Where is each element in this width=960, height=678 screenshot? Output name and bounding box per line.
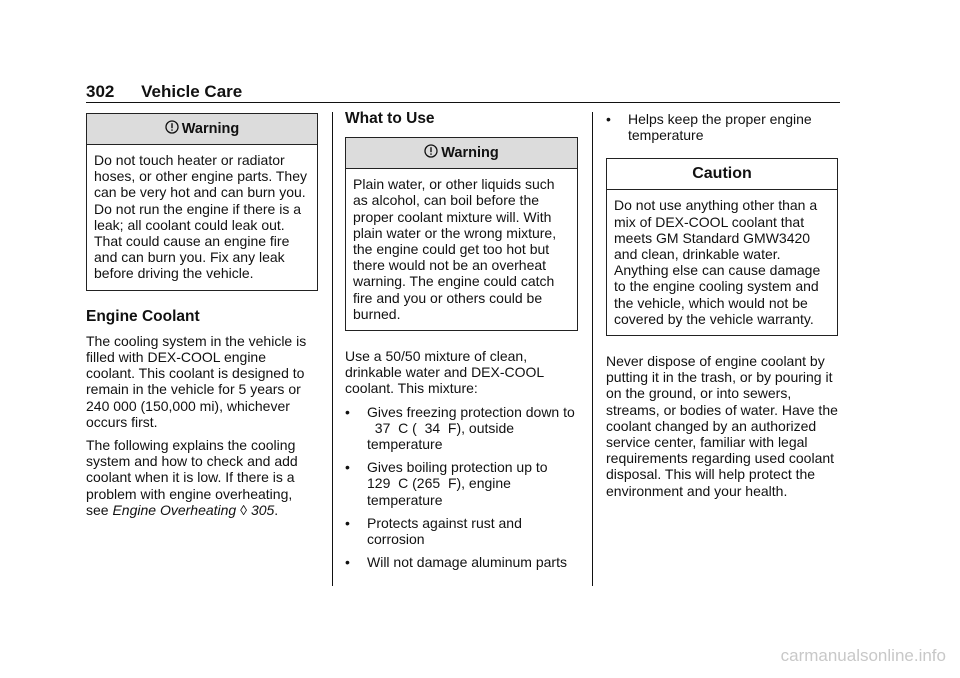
paragraph-mixture: Use a 50/50 mixture of clean, drinkable water and DEX-COOL coolant. This mixture:	[345, 348, 544, 397]
bullet-symbol: •	[606, 111, 611, 127]
header-rule	[86, 102, 840, 103]
warning-box	[86, 113, 318, 291]
paragraph-disposal: Never dispose of engine coolant by putting it in the trash, or by pouring it on the ground, or into sewers, streams, or bodies of water. Have the coolant changed by an authorized service center, familiar with legal requirements regarding used coolant disposal. This will help protect the environment and your health.	[606, 353, 838, 499]
page-ref-number[interactable]: 305	[250, 501, 275, 518]
bullet-symbol: •	[345, 403, 350, 420]
warning-header	[87, 114, 317, 145]
warning-icon	[424, 144, 438, 158]
column-3	[606, 111, 838, 499]
page-ref-icon: ◊	[240, 501, 248, 518]
link-engine-overheating[interactable]: Engine Overheating	[112, 501, 237, 518]
caution-text: Do not use anything other than a mix of DEX-COOL coolant that meets GM Standard GMW3420 and clean, drinkable water. Anything else can cause damage to the engine cooling system and the vehicle, which would not be covered by the vehicle warranty.	[614, 197, 821, 327]
page-header	[86, 82, 242, 102]
heading-what-to-use: What to Use	[345, 110, 435, 127]
warning-box-2	[345, 137, 578, 331]
paragraph-coolant-intro: The cooling system in the vehicle is filled with DEX-COOL engine coolant. This coolant is designed to remain in the vehicle for 5 years or 240 000 (150,000 mi), whichever occurs first.	[86, 332, 307, 430]
bullet-symbol: •	[345, 514, 350, 531]
list-item: • Will not damage aluminum parts	[345, 554, 567, 571]
section-title: Vehicle Care	[141, 82, 243, 101]
list-item: • Gives boiling protection up to 129 C (265 F), engine temperature	[345, 459, 548, 508]
warning-header-2	[346, 138, 577, 169]
heading-engine-coolant: Engine Coolant	[86, 307, 200, 325]
bullet-symbol: •	[345, 554, 350, 571]
caution-header: Caution	[607, 159, 837, 190]
list-item: • Protects against rust and corrosion	[345, 514, 522, 548]
column-divider-1	[332, 112, 333, 586]
list-item: • Helps keep the proper engine temperature	[606, 111, 812, 144]
warning-text: Do not touch heater or radiator hoses, or other engine parts. They can be very hot and can burn you. Do not run the engine if there is a leak; all coolant could leak out. That could cause an engine fire and can burn you. Fix any leak before driving the vehicle.	[94, 152, 307, 282]
watermark-text: carmanualsonline.info	[780, 646, 946, 665]
warning-icon	[165, 120, 179, 134]
column-2	[345, 111, 578, 570]
warning-label: Warning	[441, 145, 499, 162]
caution-box	[606, 158, 838, 336]
page-number: 302	[86, 82, 115, 101]
bullet-symbol: •	[345, 459, 350, 476]
column-1	[86, 113, 318, 518]
warning-text-2: Plain water, or other liquids such as alcohol, can boil before the proper coolant mixture will. With plain water or the wrong mixture, the engine could get too hot but there would not be an overheat warning. The engine could catch fire and you or others could be burned.	[353, 176, 557, 322]
warning-label: Warning	[181, 121, 240, 137]
column-divider-2	[592, 112, 593, 586]
list-item: • Gives freezing protection down to 37 C ( 34 F), outside temperature	[345, 403, 575, 453]
paragraph-explains: The following explains the cooling system and how to check and add coolant when it is low. If there is a problem with engine overheating, see Engine Overheating ◊ 305.	[86, 437, 298, 518]
